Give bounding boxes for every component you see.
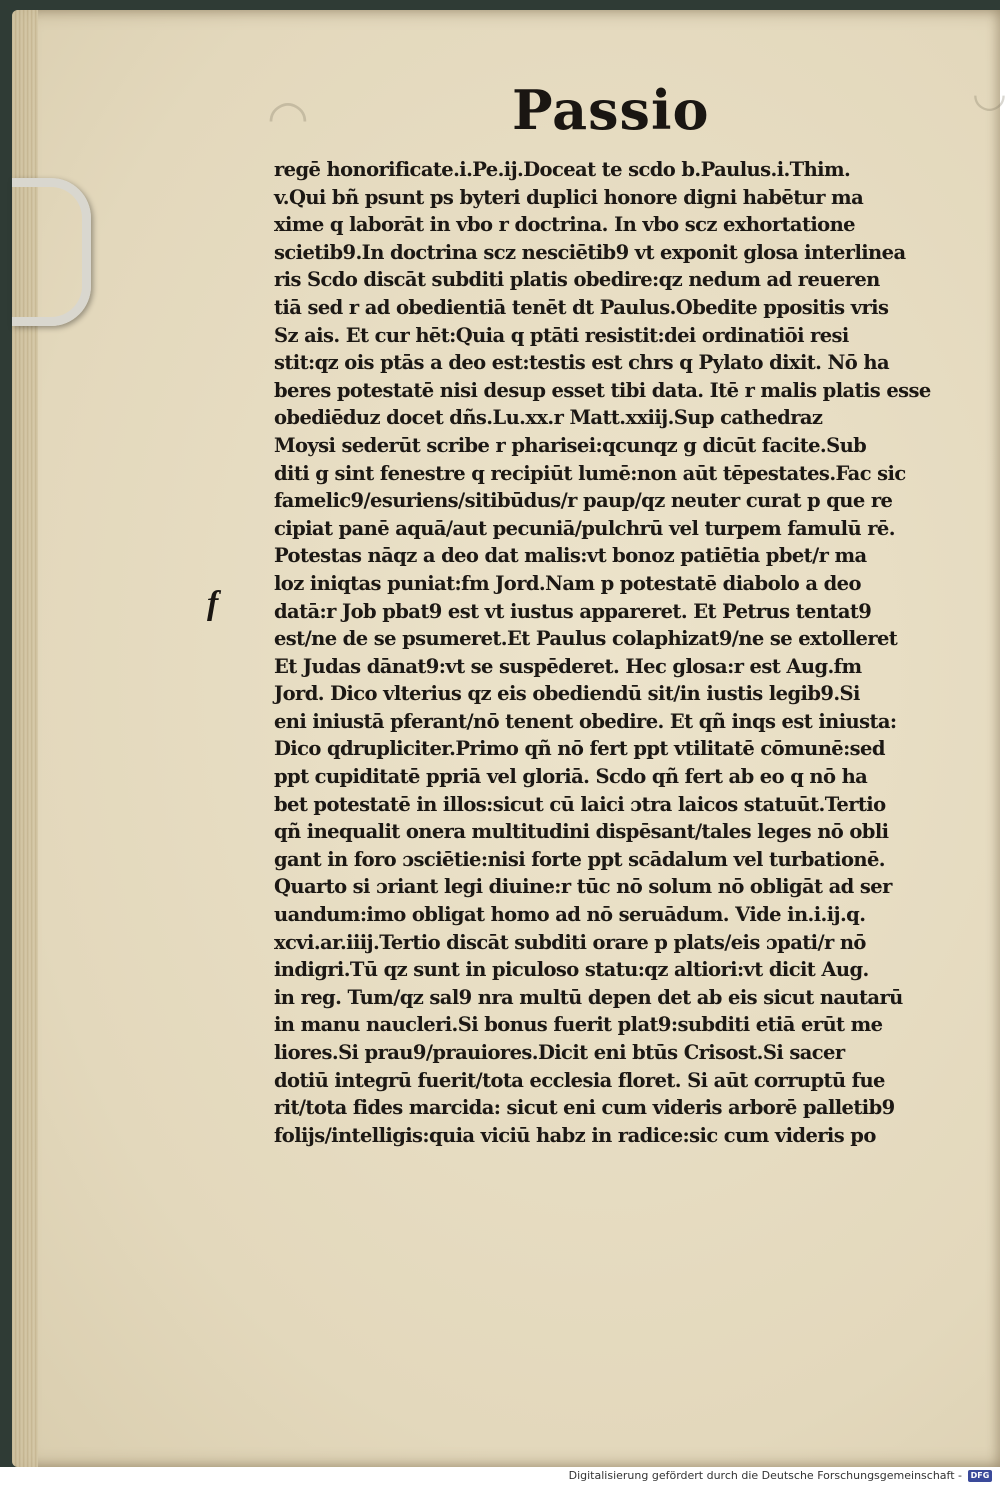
text-line: in reg. Tum/qz sal9 nra multū depen det ab eis sicut nautarū	[274, 985, 903, 1009]
text-line: Quarto si ɔriant legi diuine:r tūc nō solum nō obligāt ad ser	[274, 875, 892, 899]
bleed-through-mark: ◠	[267, 90, 309, 146]
text-line: dotiū integrū fuerit/tota ecclesia floret. Si aūt corruptū fue	[274, 1068, 885, 1092]
text-line: famelic9/esuriens/sitibūdus/r paup/qz neuter curat p que re	[274, 489, 893, 513]
text-line: Moysi sederūt scribe r pharisei:qcunqz g dicūt facite.Sub	[274, 433, 867, 457]
text-line: uandum:imo obligat homo ad nō seruādum. Vide in.i.ij.q.	[274, 903, 866, 927]
text-line: Sz ais. Et cur hēt:Quia q ptāti resistit:dei ordinatiōi resi	[274, 323, 849, 347]
text-line: gant in foro ɔsciētie:nisi forte ppt scādalum vel turbationē.	[274, 847, 885, 871]
text-line: bet potestatē in illos:sicut cū laici ɔtra laicos statuūt.Tertio	[274, 792, 886, 816]
text-line: scietib9.In doctrina scz nesciētib9 vt exponit glosa interlinea	[274, 240, 906, 264]
text-line: diti g sint fenestre q recipiūt lumē:non aūt tēpestates.Fac sic	[274, 461, 906, 485]
dfg-logo: DFG	[968, 1470, 992, 1482]
text-line: stit:qz ois ptās a deo est:testis est chrs q Pylato dixit. Nō ha	[274, 351, 889, 375]
funding-credit: Digitalisierung gefördert durch die Deutsche Forschungsgemeinschaft -	[568, 1469, 962, 1482]
text-line: loz iniqtas puniat:fm Jord.Nam p potestatē diabolo a deo	[274, 571, 861, 595]
text-line: xcvi.ar.iiij.Tertio discāt subditi orare p plats/eis ɔpati/r nō	[274, 930, 866, 954]
text-line: eni iniustā pferant/nō tenent obedire. Et qñ inqs est iniusta:	[274, 709, 897, 733]
text-line: v.Qui bñ psunt ps byteri duplici honore digni habētur ma	[274, 185, 864, 209]
book-page	[12, 10, 1007, 1467]
text-line: Jord. Dico vlterius qz eis obediendū sit/in iustis legib9.Si	[274, 682, 860, 706]
text-line: liores.Si prau9/prauiores.Dicit eni btūs Crisost.Si sacer	[274, 1041, 845, 1064]
text-line: indigri.Tū qz sunt in piculoso statu:qz altiori:vt dicit Aug.	[274, 958, 869, 982]
text-line: ppt cupiditatē ppriā vel gloriā. Scdo qñ fert ab eo q nō ha	[274, 765, 868, 789]
text-line: datā:r Job pbat9 est vt iustus appareret. Et Petrus tentat9	[274, 599, 872, 623]
text-line: regē honorificate.i.Pe.ij.Doceat te scdo b.Paulus.i.Thim.	[274, 158, 851, 181]
text-line: rit/tota fides marcida: sicut eni cum videris arborē palletib9	[274, 1096, 895, 1120]
text-line: folijs/intelligis:quia viciū habz in radice:sic cum videris po	[274, 1123, 876, 1147]
text-line: tiā sed r ad obedientiā tenēt dt Paulus.Obedite ppositis vris	[274, 295, 889, 319]
text-line: ris Scdo discāt subditi platis obedire:qz nedum ad reueren	[274, 268, 880, 292]
text-line: qñ inequalit onera multitudini dispēsant/tales leges nō obli	[274, 820, 889, 844]
text-line: beres potestatē nisi desup esset tibi data. Itē r malis platis esse	[274, 378, 931, 402]
bleed-through-mark: ◡	[972, 70, 1007, 116]
text-line: Potestas nāqz a deo dat malis:vt bonoz patiētia pbet/r ma	[274, 544, 867, 568]
text-line: obediēduz docet dñs.Lu.xx.r Matt.xxiij.Sup cathedraz	[274, 406, 823, 430]
text-line: cipiat panē aquā/aut pecuniā/pulchrū vel turpem famulū rē.	[274, 516, 895, 540]
metal-clasp	[12, 178, 91, 326]
digitization-footer	[0, 1467, 1000, 1486]
body-text	[274, 156, 954, 1149]
text-line: in manu naucleri.Si bonus fuerit plat9:subditi etiā erūt me	[274, 1013, 883, 1037]
page-header-title: Passio	[512, 78, 710, 142]
text-line: xime q laborāt in vbo r doctrina. In vbo scz exhortatione	[274, 213, 855, 237]
text-line: Dico qdrupliciter.Primo qñ nō fert ppt vtilitatē cōmunē:sed	[274, 737, 885, 761]
margin-section-mark: f	[207, 585, 219, 622]
text-line: est/ne de se psumeret.Et Paulus colaphizat9/ne se extolleret	[274, 627, 898, 651]
text-line: Et Judas dānat9:vt se suspēderet. Hec glosa:r est Aug.fm	[274, 654, 862, 678]
